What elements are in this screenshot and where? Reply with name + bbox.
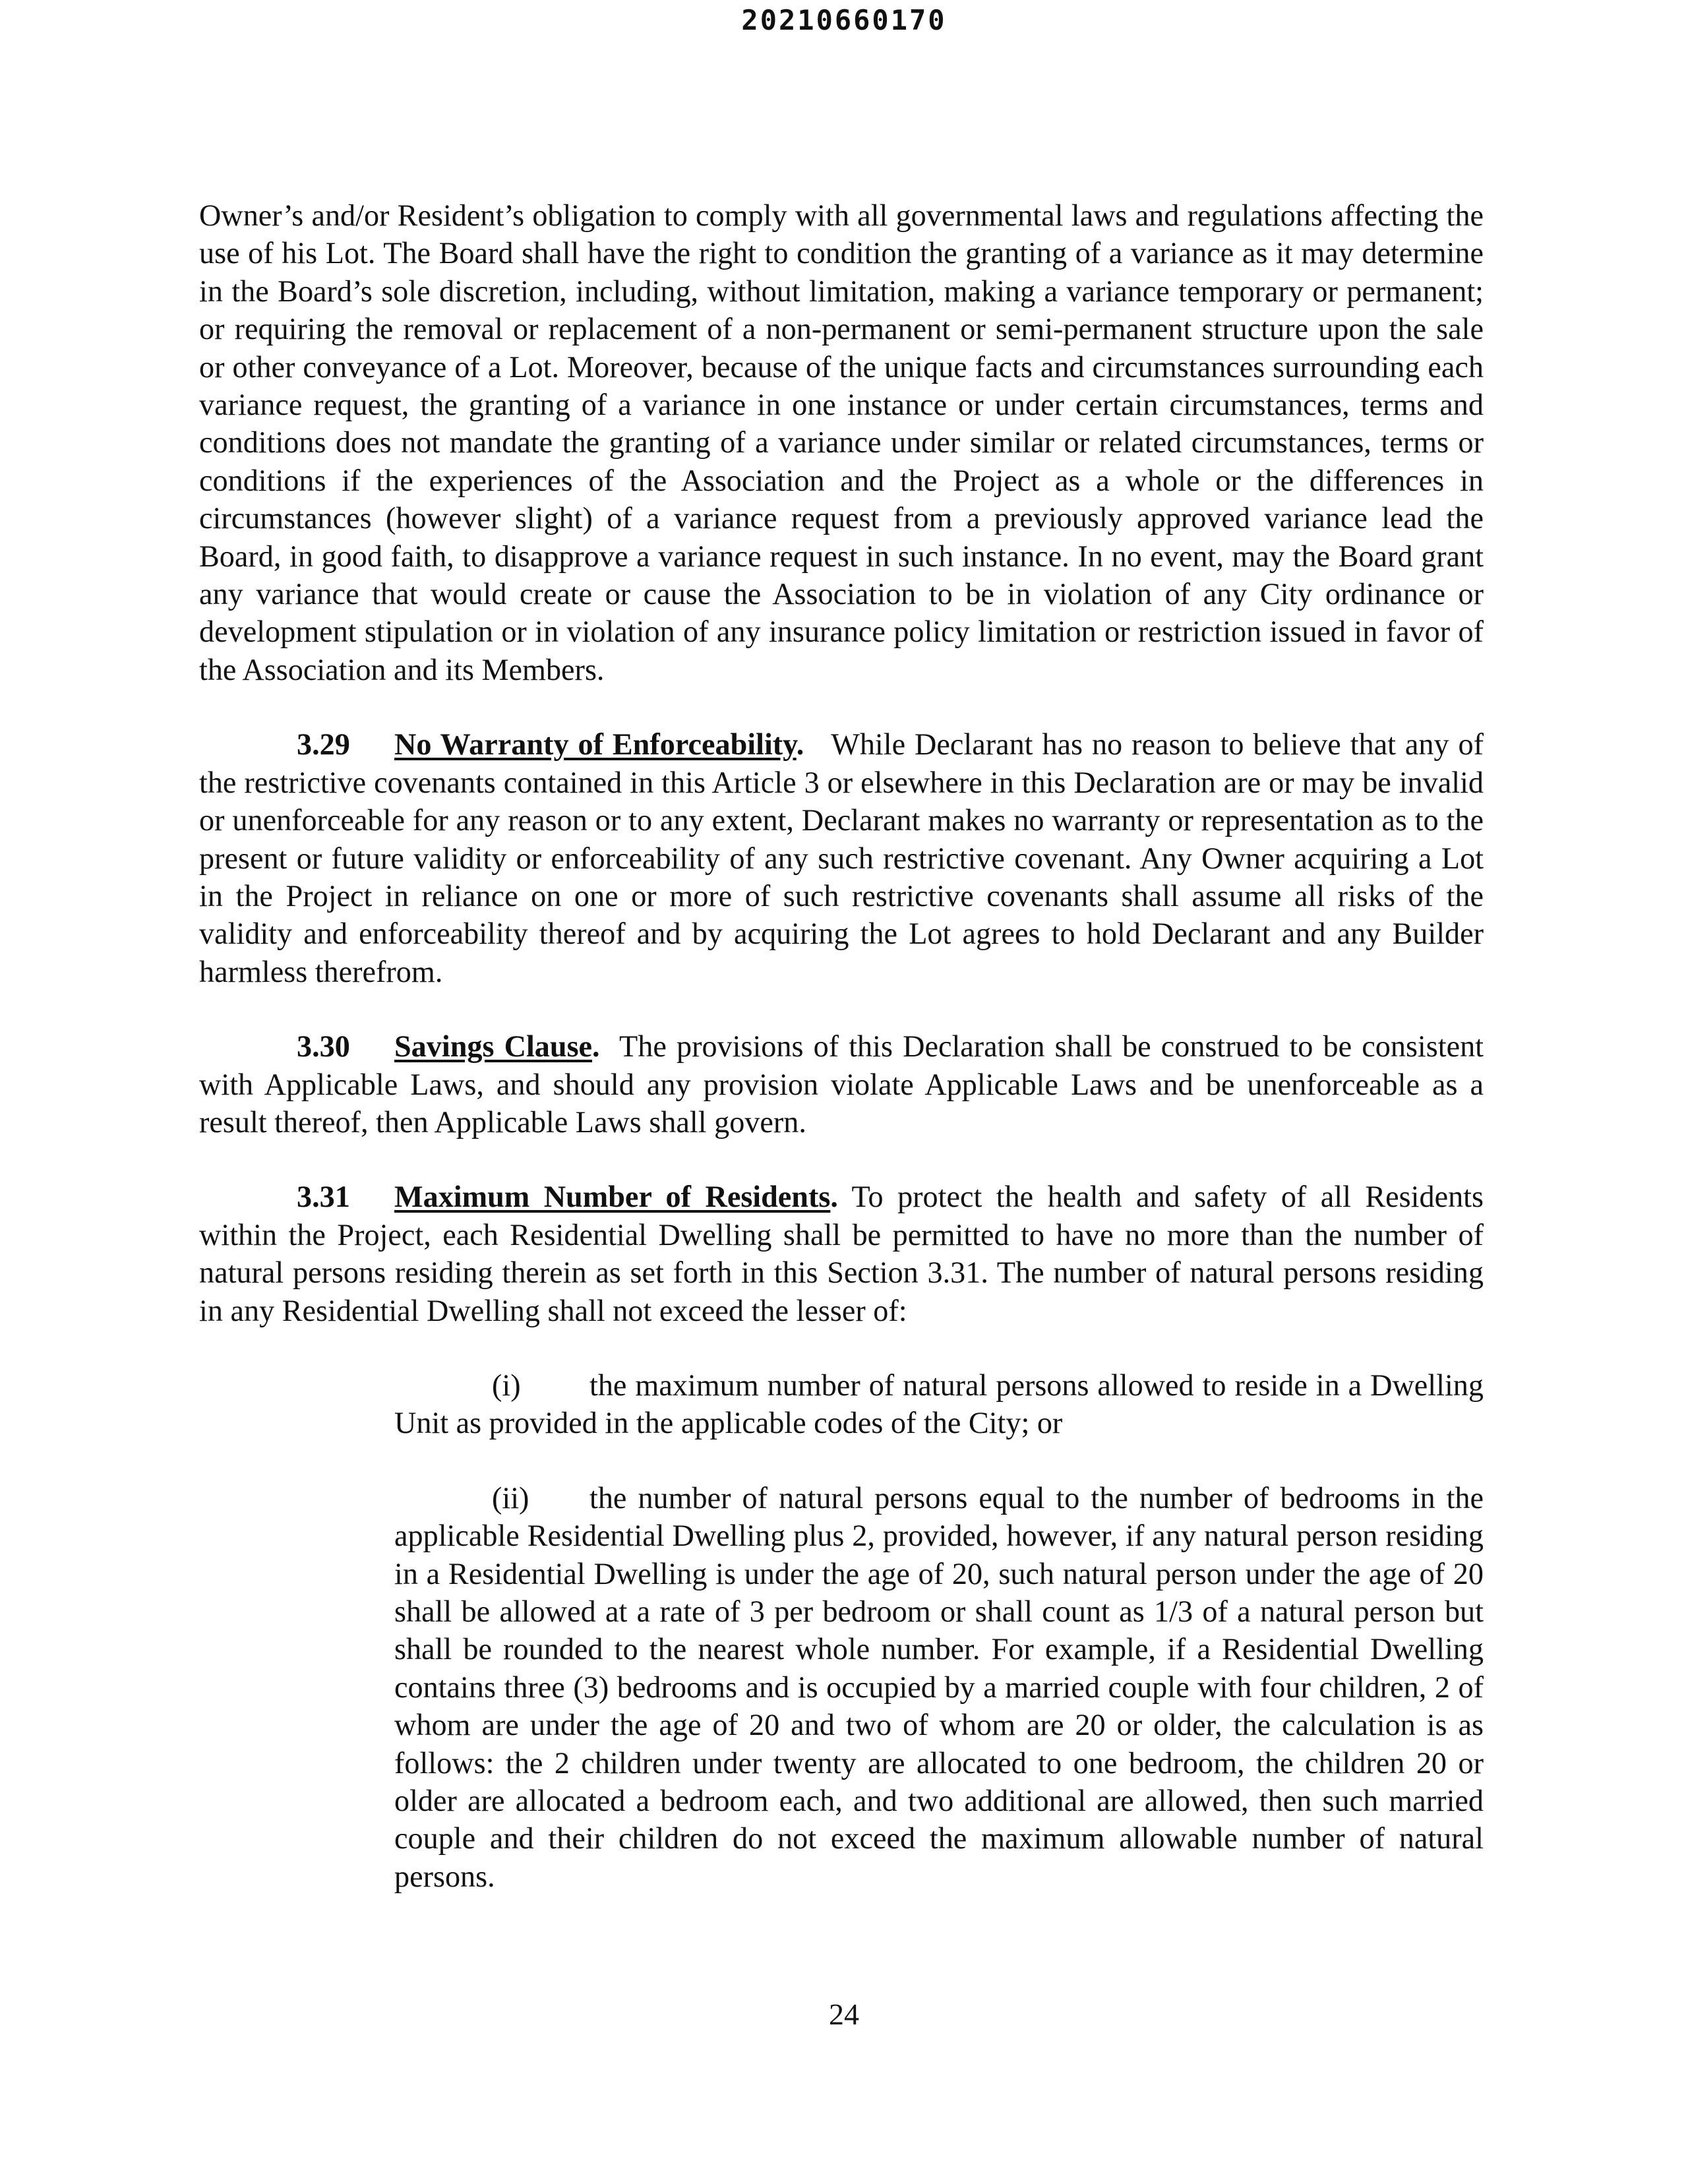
intro-paragraph: Owner’s and/or Resident’s obligation to comply with all governmental laws and regulations affecting the use of his Lot. The Board shall have the right to condition the granting of a variance as it may determine in the Board’s sole discretion, including, without limitation, making a variance temporary or permanent; or requiring the removal or replacement of a non-permanent or semi-permanent structure upon the sale or other conveyance of a Lot. Moreover, because of the unique facts and circumstances surrounding each variance request, the granting of a variance in one instance or under certain circumstances, terms and conditions does not mandate the granting of a variance under similar or related circumstances, terms or conditions if the experiences of the Association and the Project as a whole or the differences in circumstances (however slight) of a variance request from a previously approved variance lead the Board, in good faith, to disapprove a variance request in such instance. In no event, may the Board grant any variance that would create or cause the Association to be in violation of any City ordinance or development stipulation or in violation of any insurance policy limitation or restriction issued in favor of the Association and its Members.	[199, 198, 1484, 686]
subitem-text: the number of natural persons equal to the number of bedrooms in the applicable Residential Dwelling plus 2, provided, however, if any natural person residing in a Residential Dwelling is under the age of 20, such natural person under the age of 20 shall be allowed at a rate of 3 per bedroom or shall count as 1/3 of a natural person but shall be rounded to the nearest whole number. For example, if a Residential Dwelling contains three (3) bedrooms and is occupied by a married couple with four children, 2 of whom are under the age of 20 and two of whom are 20 or older, the calculation is as follows: the 2 children under twenty are allocated to one bedroom, the children 20 or older are allocated a bedroom each, and two additional are allowed, then such married couple and their children do not exceed the maximum allowable number of natural persons.	[394, 1480, 1484, 1893]
section-3-31: 3.31 Maximum Number of Residents. To protect the health and safety of all Residents within the Project, each Residential Dwelling shall be permitted to have no more than the number of natural persons residing therein as set forth in this Section 3.31. The number of natural persons residing in any Residential Dwelling shall not exceed the lesser of:	[199, 1178, 1484, 1329]
section-number: 3.29	[297, 727, 350, 762]
section-title: No Warranty of Enforceability	[394, 727, 797, 762]
subitem-ii	[394, 1479, 1484, 1895]
section-number: 3.31	[297, 1180, 350, 1214]
subitem-label: (ii)	[492, 1480, 529, 1515]
subitem-i	[394, 1366, 1484, 1442]
section-3-30: 3.30 Savings Clause. The provisions of this Declaration shall be construed to be consistent with Applicable Laws, and should any provision violate Applicable Laws and be unenforceable as a result thereof, then Applicable Laws shall govern.	[199, 1027, 1484, 1141]
section-text: While Declarant has no reason to believe that any of the restrictive covenants contained in this Article 3 or elsewhere in this Declaration are or may be invalid or unenforceable for any reason or to any extent, Declarant makes no warranty or representation as to the present or future validity or enforceability of any such restrictive covenant. Any Owner acquiring a Lot in the Project in reliance on one or more of such restrictive covenants shall assume all risks of the validity and enforceability thereof and by acquiring the Lot agrees to hold Declarant and any Builder harmless therefrom.	[199, 727, 1484, 988]
section-text: To protect the health and safety of all Residents within the Project, each Residential Dwelling shall be permitted to have no more than the number of natural persons residing therein as set forth in this Section 3.31. The number of natural persons residing in any Residential Dwelling shall not exceed the lesser of:	[199, 1180, 1484, 1327]
subitem-label: (i)	[492, 1368, 521, 1402]
section-3-29: 3.29 No Warranty of Enforceability. While Declarant has no reason to believe that any of the restrictive covenants contained in this Article 3 or elsewhere in this Declaration are or may be invalid or unenforceable for any reason or to any extent, Declarant makes no warranty or representation as to the present or future validity or enforceability of any such restrictive covenant. Any Owner acquiring a Lot in the Project in reliance on one or more of such restrictive covenants shall assume all risks of the validity and enforceability thereof and by acquiring the Lot agrees to hold Declarant and any Builder harmless therefrom.	[199, 725, 1484, 990]
document-body	[199, 197, 1484, 1926]
section-title: Savings Clause	[394, 1029, 593, 1064]
section-text: The provisions of this Declaration shall be construed to be consistent with Applicable Laws, and should any provision violate Applicable Laws and be unenforceable as a result thereof, then Applicable Laws shall govern.	[199, 1029, 1484, 1139]
subitem-text: the maximum number of natural persons allowed to reside in a Dwelling Unit as provided in the applicable codes of the City; or	[394, 1368, 1484, 1440]
section-title: Maximum Number of Residents	[394, 1180, 831, 1214]
section-number: 3.30	[297, 1029, 350, 1064]
recording-number: 20210660170	[741, 4, 947, 36]
page-number: 24	[829, 1997, 859, 2031]
